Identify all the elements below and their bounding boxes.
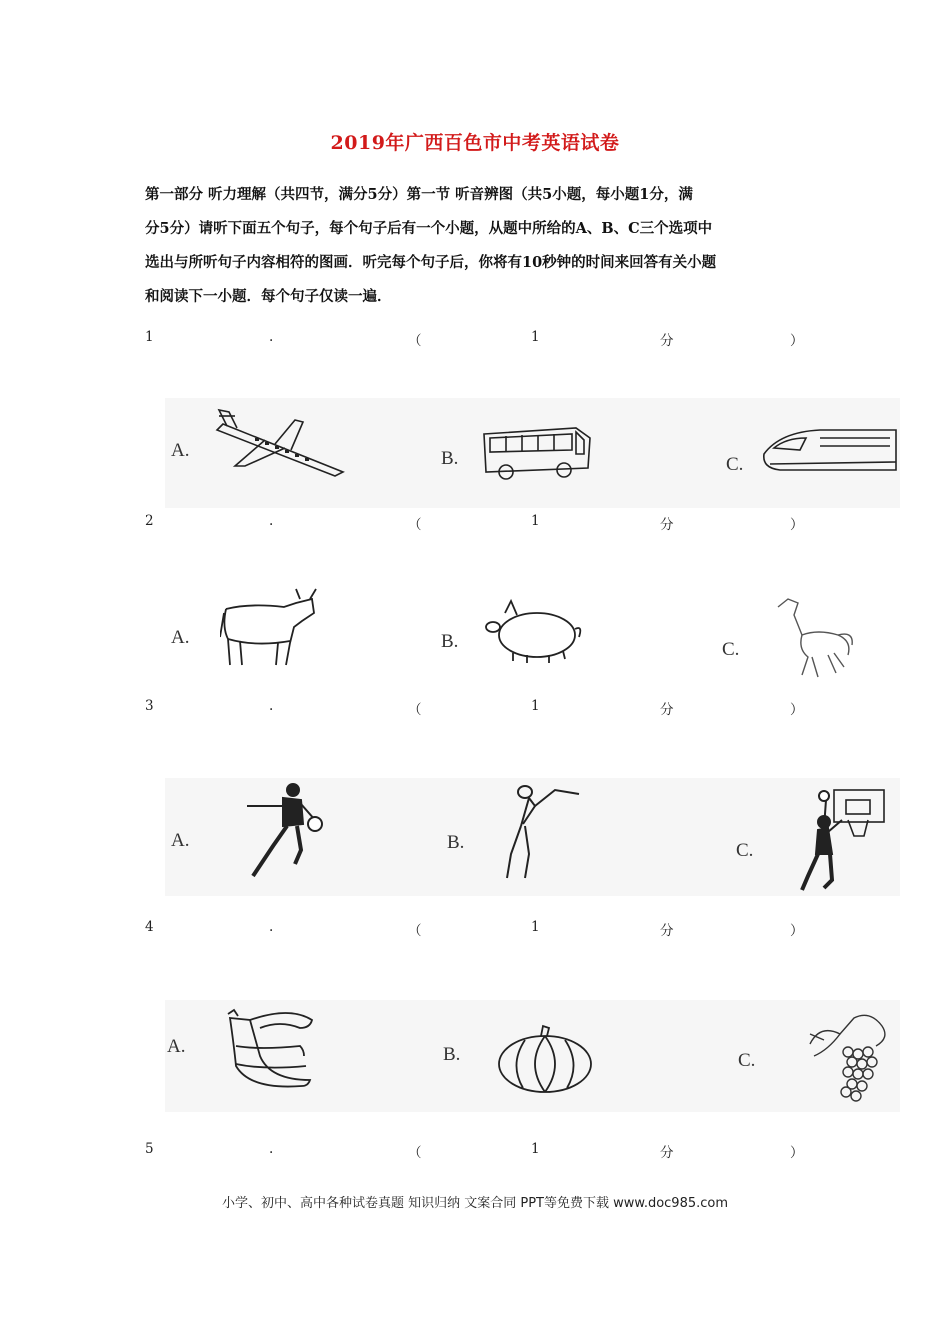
option-label: A.: [171, 627, 190, 648]
points-close-paren: ）: [790, 702, 804, 718]
question-row-1: [145, 329, 805, 349]
option-label: C.: [722, 639, 740, 660]
option-label: A.: [171, 440, 190, 461]
points-unit: 分: [660, 702, 674, 718]
points-value: 1: [531, 329, 540, 345]
question-number: 5: [145, 1141, 154, 1157]
option-label: A.: [171, 830, 190, 851]
answer-blank: .: [269, 698, 274, 714]
option-label: C.: [726, 454, 744, 475]
question-number: 1: [145, 329, 154, 345]
airplane-icon: [215, 406, 350, 486]
grapes-icon: [800, 1004, 895, 1112]
picture-options-1: [165, 398, 900, 508]
pumpkin-icon: [495, 1008, 595, 1098]
option-label: B.: [441, 631, 459, 652]
points-open-paren: （: [408, 517, 422, 533]
points-unit: 分: [660, 923, 674, 939]
instruction-line: 和阅读下一小题．每个句子仅读一遍．: [145, 288, 392, 305]
points-close-paren: ）: [790, 333, 804, 349]
answer-blank: .: [269, 513, 274, 529]
points-unit: 分: [660, 517, 674, 533]
bananas-icon: [220, 1006, 320, 1106]
question-number: 2: [145, 513, 154, 529]
option-label: C.: [738, 1050, 756, 1071]
points-open-paren: （: [408, 702, 422, 718]
option-label: C.: [736, 840, 754, 861]
answer-blank: .: [269, 329, 274, 345]
question-row-5: [145, 1141, 805, 1161]
instruction-line: 分5分）请听下面五个句子，每个句子后有一个小题，从题中所给的A、B、C三个选项中: [145, 220, 713, 237]
page-footer: 小学、初中、高中各种试卷真题 知识归纳 文案合同 PPT等免费下载 www.doc985.com: [221, 1196, 729, 1211]
points-value: 1: [531, 919, 540, 935]
cow-icon: [220, 587, 320, 675]
points-close-paren: ）: [790, 923, 804, 939]
question-row-4: [145, 919, 805, 939]
instruction-line: 第一部分 听力理解（共四节，满分5分）第一节 听音辨图（共5小题，每小题1分，满: [145, 186, 693, 203]
points-value: 1: [531, 513, 540, 529]
option-label: B.: [441, 448, 459, 469]
pig-icon: [483, 597, 583, 667]
bus-icon: [480, 420, 595, 490]
answer-blank: .: [269, 1141, 274, 1157]
question-row-3: [145, 698, 805, 718]
picture-options-2: [165, 583, 900, 693]
points-open-paren: （: [408, 1145, 422, 1161]
question-row-2: [145, 513, 805, 533]
picture-options-3: [165, 778, 900, 896]
question-number: 4: [145, 919, 154, 935]
soccer-player-icon: [243, 780, 333, 890]
points-open-paren: （: [408, 333, 422, 349]
train-icon: [760, 414, 900, 484]
instructions: [145, 178, 813, 314]
points-value: 1: [531, 1141, 540, 1157]
horse-icon: [768, 595, 858, 691]
skater-icon: [505, 780, 595, 890]
points-unit: 分: [660, 333, 674, 349]
points-close-paren: ）: [790, 1145, 804, 1161]
option-label: B.: [447, 832, 465, 853]
points-open-paren: （: [408, 923, 422, 939]
page-title: 2019年广西百色市中考英语试卷: [330, 132, 620, 154]
option-label: B.: [443, 1044, 461, 1065]
question-number: 3: [145, 698, 154, 714]
points-close-paren: ）: [790, 517, 804, 533]
points-unit: 分: [660, 1145, 674, 1161]
picture-options-4: [165, 1000, 900, 1112]
points-value: 1: [531, 698, 540, 714]
instruction-line: 选出与所听句子内容相符的图画．听完每个句子后，你将有10秒钟的时间来回答有关小题: [145, 254, 717, 271]
answer-blank: .: [269, 919, 274, 935]
option-label: A.: [167, 1036, 186, 1057]
basketball-player-icon: [798, 780, 898, 896]
